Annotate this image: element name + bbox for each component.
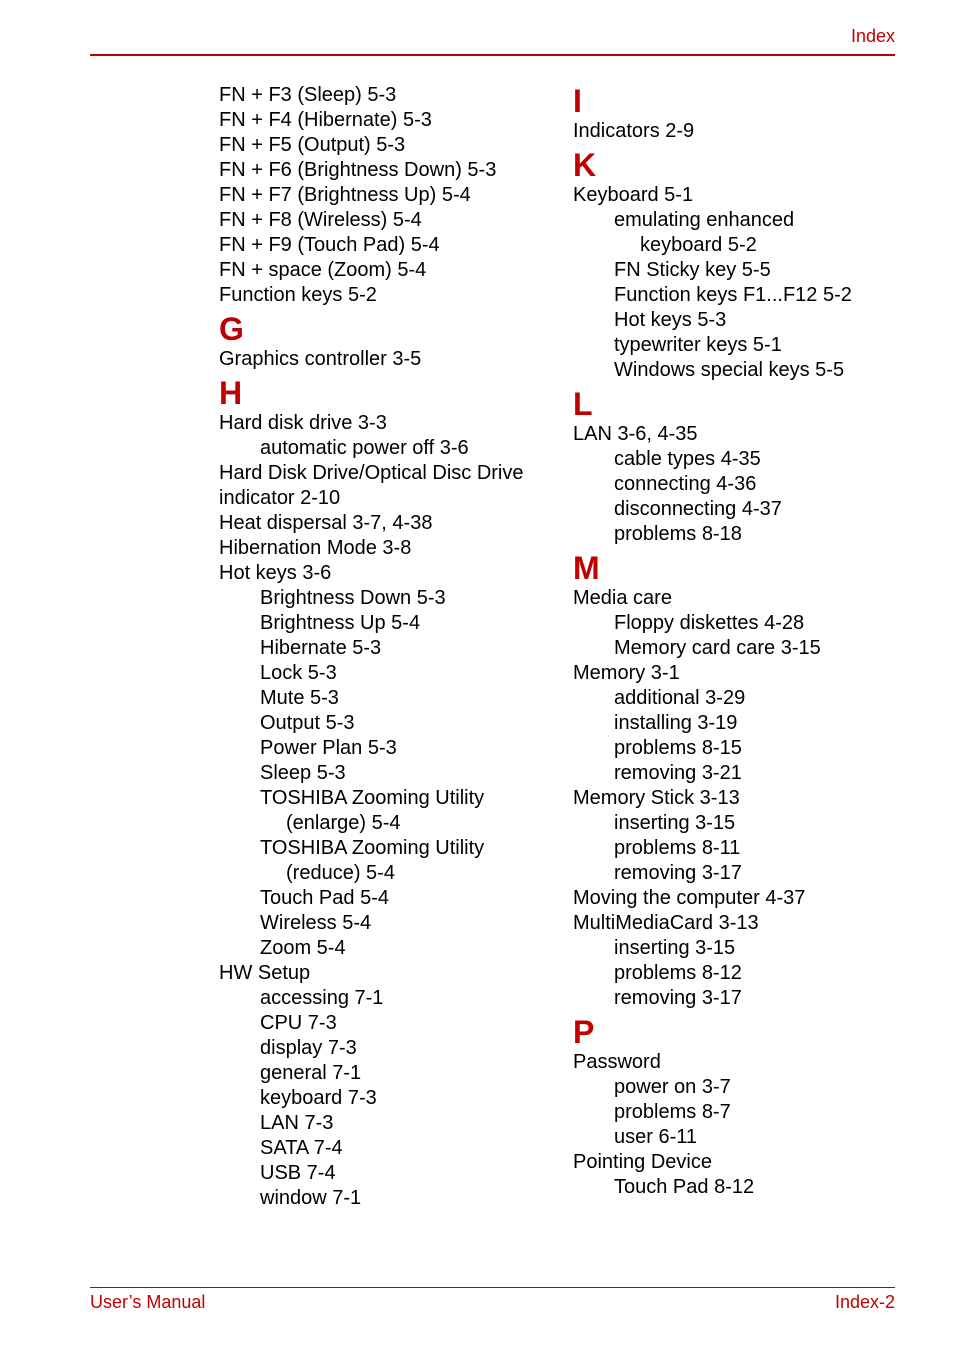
footer-rule (90, 1287, 895, 1288)
index-column-left (219, 83, 549, 1211)
index-subentry: Wireless 5-4 (260, 912, 372, 934)
index-subentry: Output 5-3 (260, 712, 355, 734)
index-subentry: Power Plan 5-3 (260, 737, 397, 759)
index-subentry: inserting 3-15 (614, 812, 736, 834)
index-subentry: Floppy diskettes 4-28 (614, 612, 805, 634)
index-column-right (573, 83, 903, 1200)
index-subentry: Zoom 5-4 (260, 937, 346, 959)
index-subentry: Memory card care 3-15 (614, 637, 821, 659)
index-subentry: Touch Pad 5-4 (260, 887, 389, 909)
index-subentry: window 7-1 (260, 1187, 362, 1209)
index-subentry: removing 3-21 (614, 762, 742, 784)
index-subentry: TOSHIBA Zooming Utility (260, 787, 485, 809)
index-entry: HW Setup (219, 962, 311, 984)
index-subentry: removing 3-17 (614, 862, 742, 884)
index-subentry: (enlarge) 5-4 (286, 812, 401, 834)
index-subentry: Windows special keys 5-5 (614, 359, 845, 381)
index-subentry: FN Sticky key 5-5 (614, 259, 771, 281)
index-subentry: Sleep 5-3 (260, 762, 346, 784)
index-subentry: Touch Pad 8-12 (614, 1176, 755, 1198)
index-subentry: general 7-1 (260, 1062, 362, 1084)
index-subentry: problems 8-7 (614, 1101, 731, 1123)
index-subentry: additional 3-29 (614, 687, 746, 709)
index-entry: indicator 2-10 (219, 487, 341, 509)
index-entry: Heat dispersal 3-7, 4-38 (219, 512, 433, 534)
index-entry: FN + F3 (Sleep) 5-3 (219, 84, 397, 106)
index-subentry: Function keys F1...F12 5-2 (614, 284, 852, 306)
index-subentry: USB 7-4 (260, 1162, 336, 1184)
index-entry: LAN 3-6, 4-35 (573, 423, 698, 445)
index-subentry: keyboard 7-3 (260, 1087, 377, 1109)
index-subentry: Brightness Down 5-3 (260, 587, 446, 609)
index-section-letter: K (573, 147, 597, 183)
index-section-letter: I (573, 83, 582, 119)
index-subentry: problems 8-11 (614, 837, 741, 859)
index-subentry: Hibernate 5-3 (260, 637, 382, 659)
index-entry: FN + space (Zoom) 5-4 (219, 259, 427, 281)
index-subentry: removing 3-17 (614, 987, 742, 1009)
index-entry: FN + F8 (Wireless) 5-4 (219, 209, 422, 231)
index-subentry: automatic power off 3-6 (260, 437, 469, 459)
index-subentry: problems 8-12 (614, 962, 742, 984)
index-subentry: user 6-11 (614, 1126, 698, 1148)
index-subentry: installing 3-19 (614, 712, 738, 734)
index-entry: Keyboard 5-1 (573, 184, 694, 206)
index-section-letter: G (219, 311, 244, 347)
index-entry: Indicators 2-9 (573, 120, 695, 142)
index-section-letter: P (573, 1014, 595, 1050)
index-subentry: typewriter keys 5-1 (614, 334, 782, 356)
index-subentry: inserting 3-15 (614, 937, 736, 959)
index-entry: FN + F5 (Output) 5-3 (219, 134, 406, 156)
index-subentry: CPU 7-3 (260, 1012, 337, 1034)
index-subentry: cable types 4-35 (614, 448, 761, 470)
index-subentry: (reduce) 5-4 (286, 862, 395, 884)
index-entry: FN + F7 (Brightness Up) 5-4 (219, 184, 471, 206)
index-subentry: problems 8-18 (614, 523, 742, 545)
index-entry: Hibernation Mode 3-8 (219, 537, 412, 559)
index-subentry: display 7-3 (260, 1037, 357, 1059)
index-subentry: emulating enhanced (614, 209, 795, 231)
index-subentry: keyboard 5-2 (640, 234, 757, 256)
footer-page-number: Index-2 (834, 1292, 895, 1312)
header-rule (90, 54, 895, 56)
index-subentry: disconnecting 4-37 (614, 498, 782, 520)
index-entry: Memory Stick 3-13 (573, 787, 740, 809)
index-subentry: TOSHIBA Zooming Utility (260, 837, 485, 859)
index-entry: Graphics controller 3-5 (219, 348, 422, 370)
index-entry: FN + F9 (Touch Pad) 5-4 (219, 234, 440, 256)
index-subentry: LAN 7-3 (260, 1112, 334, 1134)
index-subentry: accessing 7-1 (260, 987, 384, 1009)
index-entry: Hard disk drive 3-3 (219, 412, 387, 434)
index-subentry: problems 8-15 (614, 737, 742, 759)
index-subentry: Mute 5-3 (260, 687, 339, 709)
index-entry: Pointing Device (573, 1151, 712, 1173)
index-entry: MultiMediaCard 3-13 (573, 912, 759, 934)
index-entry: FN + F4 (Hibernate) 5-3 (219, 109, 432, 131)
index-entry: FN + F6 (Brightness Down) 5-3 (219, 159, 497, 181)
index-section-letter: H (219, 375, 243, 411)
footer-manual-title: User’s Manual (90, 1292, 206, 1312)
index-section-letter: M (573, 550, 600, 586)
index-subentry: Lock 5-3 (260, 662, 337, 684)
index-subentry: SATA 7-4 (260, 1137, 343, 1159)
running-header-title: Index (850, 26, 895, 46)
index-entry: Media care (573, 587, 672, 609)
index-entry: Function keys 5-2 (219, 284, 377, 306)
index-subentry: power on 3-7 (614, 1076, 731, 1098)
index-subentry: connecting 4-36 (614, 473, 757, 495)
index-subentry: Brightness Up 5-4 (260, 612, 421, 634)
index-entry: Moving the computer 4-37 (573, 887, 806, 909)
index-section-letter: L (573, 386, 593, 422)
index-entry: Memory 3-1 (573, 662, 680, 684)
index-entry: Hot keys 3-6 (219, 562, 332, 584)
index-subentry: Hot keys 5-3 (614, 309, 727, 331)
index-entry: Password (573, 1051, 661, 1073)
index-entry: Hard Disk Drive/Optical Disc Drive (219, 462, 524, 484)
